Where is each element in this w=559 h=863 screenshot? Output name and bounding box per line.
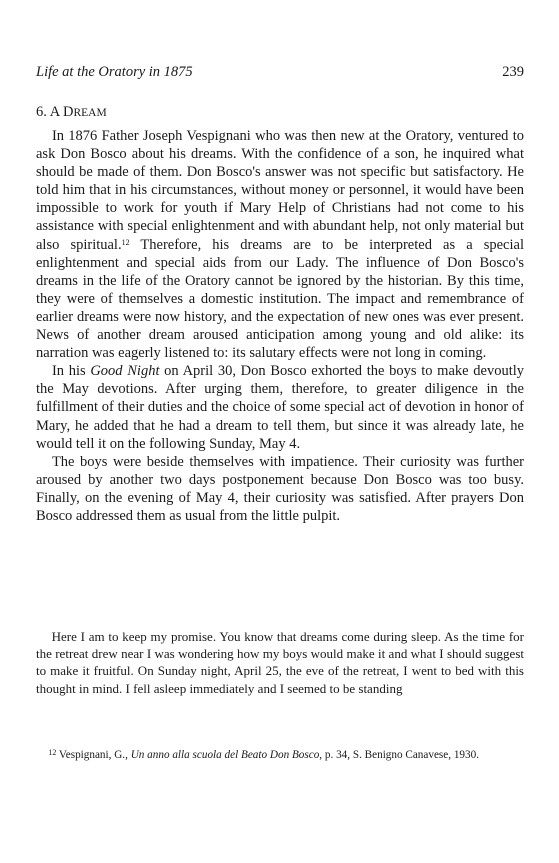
paragraph-1 [36, 127, 524, 362]
paragraph-1-text-a: In 1876 Father Joseph Vespignani who was then new at the Oratory, ventured to ask Don Bosco about his dreams. With the confidence of a son, he inquired what should be made of them. Don Bosco's answer was not specific but satisfactory. He told him that in his circumstances, without money or personnel, it would have been impossible to work for youth if Mary Help of Christians had not come to his assistance with special enlightenment and with abundant help, not only material but also spiritual. [36, 128, 524, 253]
good-night-term: Good Night [90, 363, 160, 380]
section-title-rest: REAM [73, 107, 107, 119]
running-title: Life at the Oratory in 1875 [36, 64, 193, 80]
section-number: 6. [36, 104, 47, 120]
section-title-initial: A D [49, 104, 74, 120]
footnote-book-title: Un anno alla scuola del Beato Don Bosco, [130, 749, 323, 761]
footnote-12 [36, 748, 524, 763]
page-number: 239 [502, 64, 524, 80]
paragraph-2-text-b: on April 30, Don Bosco exhorted the boys to make devoutly the May devotions. After urging them, therefore, to greater diligence in the fulfillment of their duties and the choice of some special act of devotion in honor of Mary, he added that he had a dream to tell them, but since it was already late, he would tell it on the following Sunday, May 4. [36, 363, 525, 452]
paragraph-1-text-b: Therefore, his dreams are to be interpreted as a special enlightenment and special aids from our Lady. The influence of Don Bosco's dreams in the life of the Oratory cannot be ignored by the historian. By this time, they were of themselves a domestic institution. The impact and remembrance of earlier dreams were now history, and the expectation of new ones was ever present. News of another dream aroused anticipation among young and old alike: its narration was eagerly listened to: its salutary effects were not long in coming. [36, 236, 524, 362]
body-text [36, 127, 524, 525]
footnote-author: Vespignani, G., [56, 749, 131, 761]
footnote-reference: 12 [121, 237, 130, 247]
footnote-details: p. 34, S. Benigno Canavese, 1930. [322, 749, 480, 761]
quote-paragraph: Here I am to keep my promise. You know that dreams come during sleep. As the time for the retreat drew near I was wondering how my boys would make it and what I should suggest to make it fruitful. On Sunday night, April 25, the eve of the retreat, I went to bed with this thought in mind. I fell asleep immediately and I seemed to be standing [36, 629, 524, 696]
paragraph-3: The boys were beside themselves with impatience. Their curiosity was further aroused by another two days postponement because Don Bosco was too busy. Finally, on the evening of May 4, their curiosity was satisfied. After prayers Don Bosco addressed them as usual from the little pulpit. [36, 453, 524, 524]
footnote [36, 748, 524, 763]
paragraph-2-text-a: In his [51, 363, 91, 380]
footnote-mark: 12 [48, 748, 57, 757]
section-heading [36, 104, 107, 121]
paragraph-2 [36, 362, 524, 452]
page-header [36, 64, 524, 84]
dream-narration-quote [36, 628, 524, 697]
